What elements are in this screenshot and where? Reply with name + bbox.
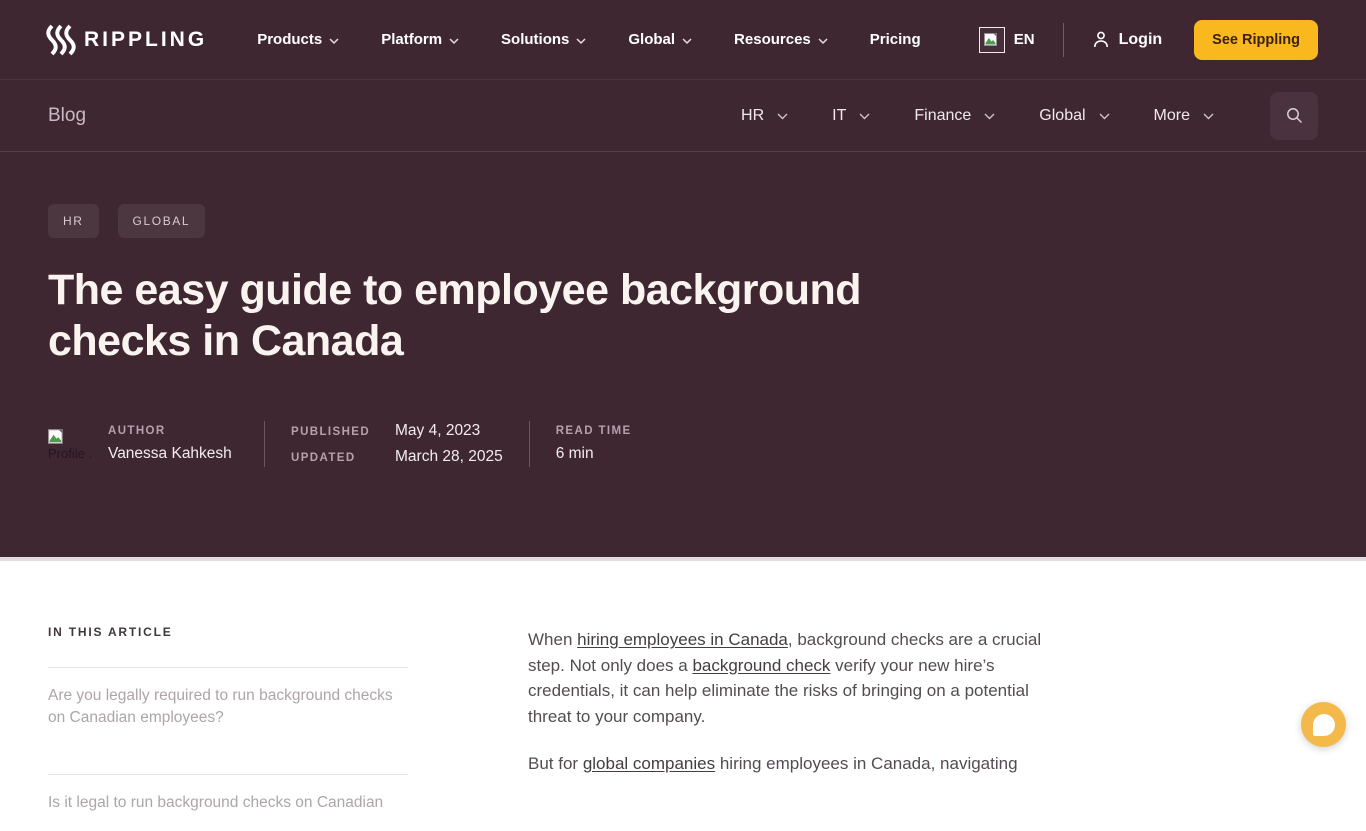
published-label: PUBLISHED (291, 426, 371, 438)
article-tags (48, 204, 1318, 238)
article-title: The easy guide to employee background checks in Canada (48, 266, 862, 365)
tag-global[interactable]: GLOBAL (118, 204, 206, 238)
read-time-block (556, 425, 632, 463)
chevron-down-icon (1099, 113, 1110, 120)
brand-name: RIPPLING (84, 27, 208, 51)
flag-broken-image-icon (979, 27, 1005, 53)
text: When (528, 630, 578, 649)
blog-nav-label: Finance (914, 106, 972, 124)
blog-nav-label: Global (1039, 106, 1086, 124)
nav-item-label: Platform (381, 31, 443, 48)
updated-date: March 28, 2025 (395, 448, 503, 465)
nav-item-label: Solutions (501, 31, 570, 48)
read-time-value: 6 min (555, 445, 594, 462)
nav-item-pricing[interactable] (870, 31, 921, 48)
blog-nav-item-hr[interactable] (741, 107, 788, 125)
search-icon (1286, 107, 1303, 124)
divider (264, 421, 265, 467)
chevron-down-icon (682, 38, 692, 44)
updated-label: UPDATED (291, 452, 356, 464)
rippling-logo-icon (48, 25, 74, 55)
chevron-down-icon (859, 113, 870, 120)
chevron-down-icon (449, 38, 459, 44)
text: But for (528, 754, 583, 773)
login-label: Login (1118, 30, 1163, 48)
broken-image-icon (48, 428, 65, 445)
published-date: May 4, 2023 (395, 422, 481, 439)
link-background-check[interactable]: background check (692, 655, 831, 675)
blog-nav-item-more[interactable] (1154, 107, 1214, 125)
topnav-right-cluster (979, 20, 1318, 60)
search-button[interactable] (1270, 92, 1318, 140)
see-rippling-button[interactable]: See Rippling (1194, 20, 1318, 60)
nav-item-label: Pricing (869, 31, 921, 48)
primary-menu (257, 31, 920, 48)
chevron-down-icon (818, 38, 828, 44)
article-header (0, 152, 1366, 557)
article-body (528, 625, 1076, 773)
article-content (0, 561, 1366, 811)
user-icon (1092, 30, 1110, 49)
blog-nav-label: IT (832, 106, 847, 124)
avatar-alt-text: Profile . (48, 445, 93, 461)
table-of-contents (48, 625, 408, 811)
divider (1063, 23, 1064, 57)
blog-nav-label: HR (741, 106, 765, 124)
article-meta (48, 421, 1318, 467)
login-link[interactable] (1092, 30, 1163, 49)
chevron-down-icon (777, 113, 788, 120)
text: , background checks are a crucial step. Not only does a (528, 630, 1042, 675)
author-label: AUTHOR (108, 425, 166, 437)
chevron-down-icon (984, 113, 995, 120)
chevron-down-icon (576, 38, 586, 44)
blog-nav-item-finance[interactable] (914, 107, 995, 125)
blog-navigation (0, 80, 1366, 152)
language-selector[interactable] (979, 27, 1035, 53)
toc-item-2[interactable]: Is it legal to run background checks on Canadian (48, 794, 384, 811)
text: hiring employees in Canada, navigating (715, 754, 1018, 773)
link-hiring-employees-in-canada[interactable]: hiring employees in Canada (577, 630, 788, 649)
text: verify your new hire’s credentials, it can help eliminate the risks of bringing on a potential threat to your company. (528, 655, 1029, 726)
paragraph-1 (528, 627, 1076, 729)
nav-item-platform[interactable] (381, 31, 459, 48)
dates-block (291, 422, 503, 466)
author-block (108, 425, 238, 463)
language-code: EN (1013, 31, 1035, 48)
nav-item-products[interactable] (257, 31, 339, 48)
chevron-down-icon (329, 38, 339, 44)
nav-item-label: Resources (734, 31, 811, 48)
blog-home-link[interactable]: Blog (48, 104, 87, 126)
divider (529, 421, 530, 467)
nav-item-global[interactable] (628, 31, 692, 48)
chat-bubble-icon (1313, 714, 1335, 736)
read-time-label: READ TIME (555, 425, 632, 437)
link-global-companies[interactable]: global companies (582, 754, 716, 773)
blog-menu (741, 92, 1318, 140)
main-navigation (0, 0, 1366, 80)
nav-item-solutions[interactable] (501, 31, 586, 48)
toc-item-1[interactable]: Are you legally required to run background checks on Canadian employees? (48, 687, 393, 726)
chevron-down-icon (1203, 113, 1214, 120)
blog-nav-item-it[interactable] (832, 107, 870, 125)
nav-item-label: Global (628, 31, 676, 48)
tag-hr[interactable]: HR (48, 204, 99, 238)
chat-widget-button[interactable] (1301, 702, 1346, 747)
blog-nav-label: More (1153, 106, 1190, 124)
author-name[interactable]: Vanessa Kahkesh (108, 445, 232, 462)
toc-heading: IN THIS ARTICLE (48, 625, 173, 639)
rippling-logo[interactable] (48, 25, 207, 55)
nav-item-resources[interactable] (734, 31, 828, 48)
paragraph-2 (528, 751, 1076, 777)
blog-nav-item-global[interactable] (1039, 107, 1109, 125)
author-avatar-broken-image (48, 428, 100, 461)
nav-item-label: Products (257, 31, 323, 48)
